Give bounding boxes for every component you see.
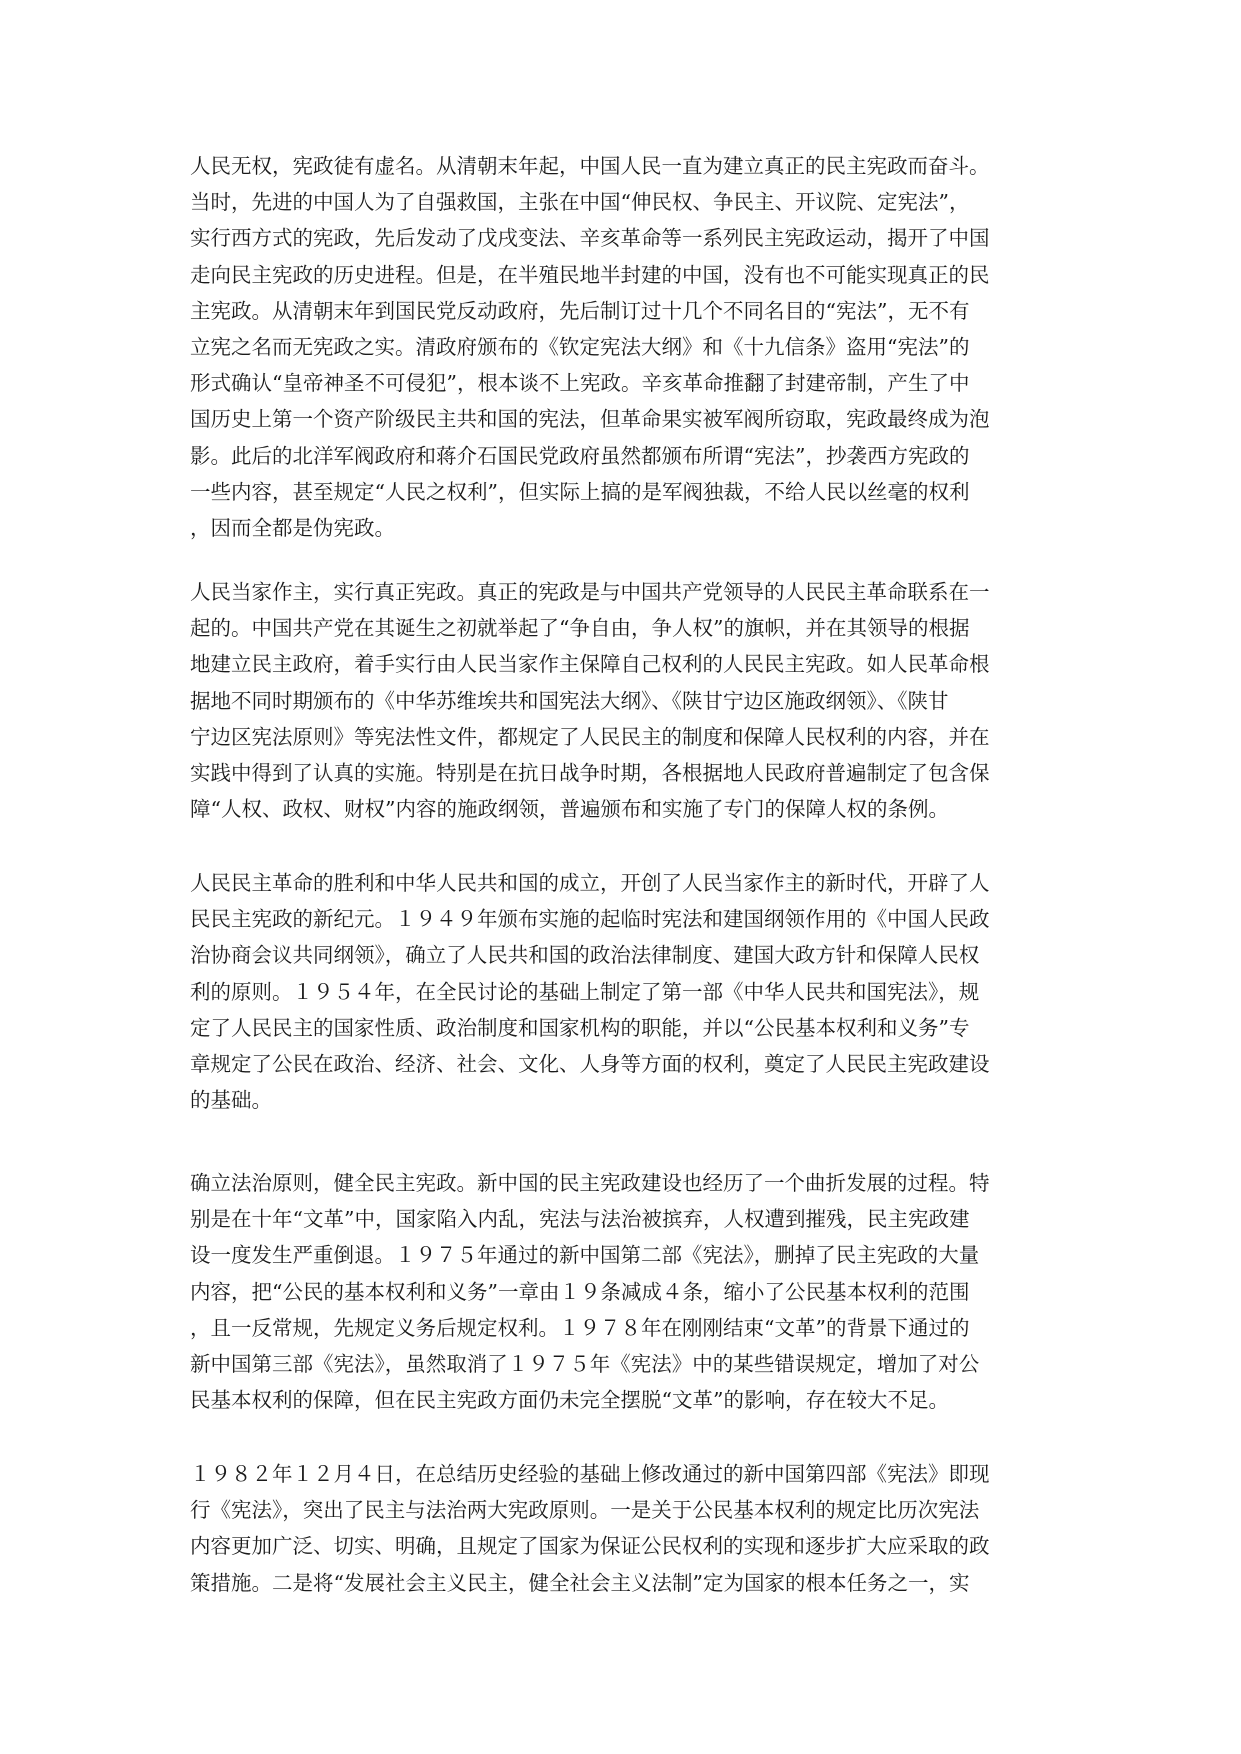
text-line: 国历史上第一个资产阶级民主共和国的宪法，但革命果实被军阀所窃取，宪政最终成为泡 — [190, 407, 990, 432]
text-line: 据地不同时期颁布的《中华苏维埃共和国宪法大纲》、《陕甘宁边区施政纲领》、《陕甘 — [190, 688, 949, 713]
text-line: 别是在十年“文革”中，国家陷入内乱，宪法与法治被摈弃，人权遭到摧残，民主宪政建 — [190, 1207, 970, 1232]
text-line: 利的原则。１９５４年，在全民讨论的基础上制定了第一部《中华人民共和国宪法》，规 — [190, 979, 980, 1004]
text-line: 确立法治原则，健全民主宪政。新中国的民主宪政建设也经历了一个曲折发展的过程。特 — [190, 1171, 990, 1195]
text-line: 新中国第三部《宪法》，虽然取消了１９７５年《宪法》中的某些错误规定，增加了对公 — [190, 1351, 980, 1376]
text-line: 障“人权、政权、财权”内容的施政纲领，普遍颁布和实施了专门的保障人权的条例。 — [190, 797, 949, 822]
text-line: 内容，把“公民的基本权利和义务”一章由１９条减成４条，缩小了公民基本权利的范围 — [190, 1279, 970, 1304]
text-line: ，且一反常规，先规定义务后规定权利。１９７８年在刚刚结束“文革”的背景下通过的 — [190, 1315, 970, 1340]
text-line: 立宪之名而无宪政之实。清政府颁布的《钦定宪法大纲》和《十九信条》盗用“宪法”的 — [190, 334, 970, 359]
text-line: 策措施。二是将“发展社会主义民主，健全社会主义法制”定为国家的根本任务之一，实 — [190, 1570, 970, 1595]
text-line: 定了人民民主的国家性质、政治制度和国家机构的职能，并以“公民基本权利和义务”专 — [190, 1015, 970, 1040]
text-line: 行《宪法》，突出了民主与法治两大宪政原则。一是关于公民基本权利的规定比历次宪法 — [190, 1498, 980, 1523]
text-line: 民基本权利的保障，但在民主宪政方面仍未完全摆脱“文革”的影响，存在较大不足。 — [190, 1388, 949, 1413]
text-line: 地建立民主政府，着手实行由人民当家作主保障自己权利的人民民主宪政。如人民革命根 — [190, 652, 990, 677]
text-line: 影。此后的北洋军阀政府和蒋介石国民党政府虽然都颁布所谓“宪法”，抄袭西方宪政的 — [190, 443, 970, 468]
text-line: 当时，先进的中国人为了自强救国，主张在中国“伸民权、争民主、开议院、定宪法”， — [190, 190, 970, 215]
text-line: 章规定了公民在政治、经济、社会、文化、人身等方面的权利，奠定了人民民主宪政建设 — [190, 1051, 990, 1076]
text-line: 主宪政。从清朝末年到国民党反动政府，先后制订过十几个不同名目的“宪法”，无不有 — [190, 298, 970, 323]
text-line: ，因而全都是伪宪政。 — [190, 515, 395, 540]
text-line: 一些内容，甚至规定“人民之权利”，但实际上搞的是军阀独裁，不给人民以丝毫的权利 — [190, 479, 970, 504]
paragraph-3 — [190, 865, 1050, 1118]
paragraph-1 — [190, 148, 1050, 546]
text-line: 形式确认“皇帝神圣不可侵犯”，根本谈不上宪政。辛亥革命推翻了封建帝制，产生了中 — [190, 371, 970, 396]
text-line: 的基础。 — [190, 1088, 272, 1113]
text-line: 走向民主宪政的历史进程。但是，在半殖民地半封建的中国，没有也不可能实现真正的民 — [190, 262, 990, 287]
text-line: 民民主宪政的新纪元。１９４９年颁布实施的起临时宪法和建国纲领作用的《中国人民政 — [190, 907, 990, 932]
text-line: 设一度发生严重倒退。１９７５年通过的新中国第二部《宪法》，删掉了民主宪政的大量 — [190, 1243, 980, 1268]
text-line: 人民无权，宪政徒有虚名。从清朝末年起，中国人民一直为建立真正的民主宪政而奋斗。 — [190, 154, 990, 178]
text-line: 实践中得到了认真的实施。特别是在抗日战争时期，各根据地人民政府普遍制定了包含保 — [190, 760, 990, 785]
text-line: １９８２年１２月４日，在总结历史经验的基础上修改通过的新中国第四部《宪法》即现 — [190, 1462, 990, 1486]
text-line: 宁边区宪法原则》等宪法性文件，都规定了人民民主的制度和保障人民权利的内容，并在 — [190, 724, 990, 749]
text-line: 起的。中国共产党在其诞生之初就举起了“争自由，争人权”的旗帜，并在其领导的根据 — [190, 616, 970, 641]
text-line: 实行西方式的宪政，先后发动了戊戌变法、辛亥革命等一系列民主宪政运动，揭开了中国 — [190, 226, 990, 251]
text-line: 治协商会议共同纲领》，确立了人民共和国的政治法律制度、建国大政方针和保障人民权 — [190, 943, 980, 968]
paragraph-2 — [190, 574, 1050, 827]
paragraph-4 — [190, 1165, 1050, 1418]
paragraph-5 — [190, 1456, 1050, 1601]
text-line: 内容更加广泛、切实、明确，且规定了国家为保证公民权利的实现和逐步扩大应采取的政 — [190, 1534, 990, 1559]
text-line: 人民民主革命的胜利和中华人民共和国的成立，开创了人民当家作主的新时代，开辟了人 — [190, 871, 990, 895]
text-line: 人民当家作主，实行真正宪政。真正的宪政是与中国共产党领导的人民民主革命联系在一 — [190, 580, 990, 604]
